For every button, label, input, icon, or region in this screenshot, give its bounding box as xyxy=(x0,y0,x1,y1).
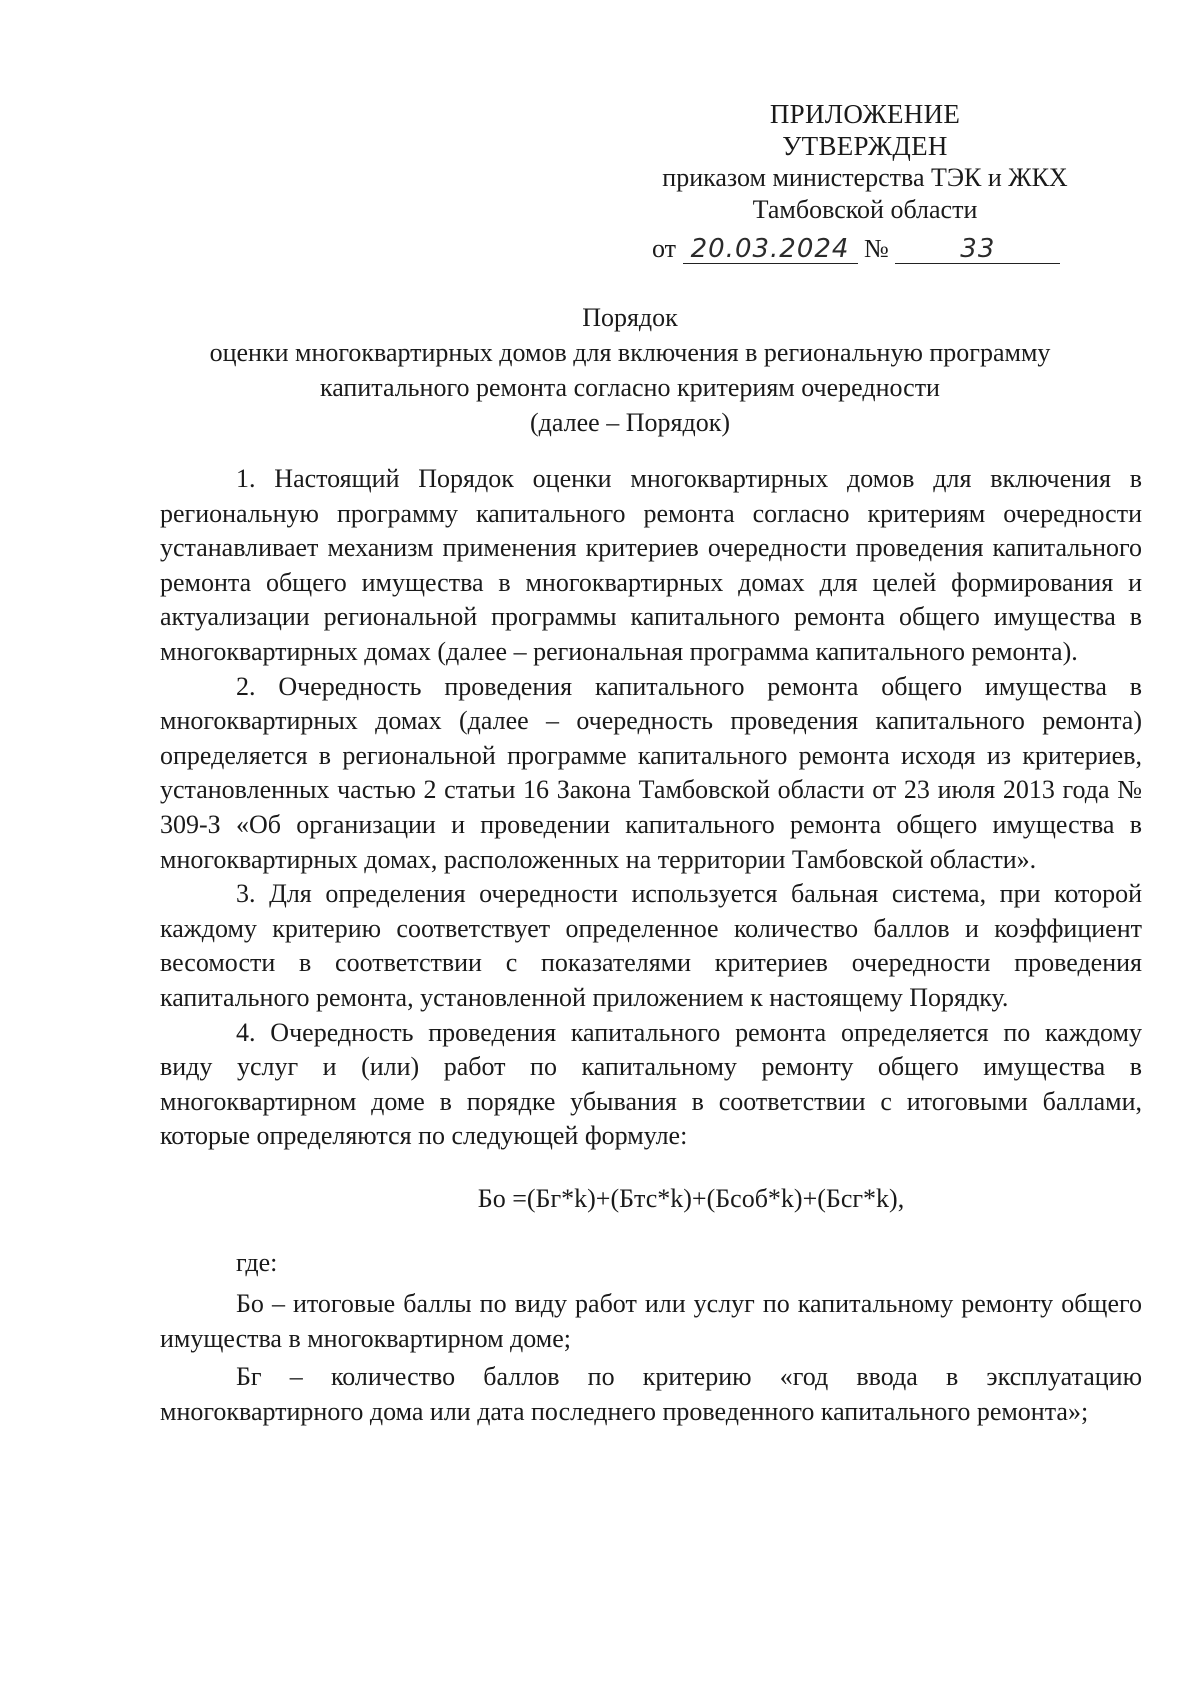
paragraph-2: 2. Очередность проведения капитального ремонта общего имущества в многоквартирных домах (далее – очередность проведения капитального ремонта) определяется в региональной программе капитального ремонта исходя из критериев, установленных частью 2 статьи 16 Закона Тамбовской области от 23 июля 2013 года № 309-З «Об организации и проведении капитального ремонта общего имущества в многоквартирных домах, расположенных на территории Тамбовской области». xyxy=(160,671,1142,874)
approved-label: УТВЕРЖДЕН xyxy=(782,131,948,161)
handwritten-number: 33 xyxy=(895,235,1060,264)
document-title xyxy=(150,300,1110,440)
title-line-4: (далее – Порядок) xyxy=(530,408,730,437)
title-line-3: капитального ремонта согласно критериям очередности xyxy=(320,373,940,402)
paragraph-1: 1. Настоящий Порядок оценки многоквартирных домов для включения в региональную программу капитального ремонта согласно критериям очередности устанавливает механизм применения критериев очередности проведения капитального ремонта общего имущества в многоквартирных домах для целей формирования и актуализации региональной программы капитального ремонта общего имущества в многоквартирных домах (далее – региональная программа капитального ремонта). xyxy=(160,464,1142,666)
handwritten-date: 20.03.2024 xyxy=(683,235,858,264)
appendix-label: ПРИЛОЖЕНИЕ xyxy=(769,99,961,129)
order-date-number-line xyxy=(652,232,1060,266)
paragraph-3: 3. Для определения очередности используется бальная система, при которой каждому критерию соответствует определенное количество баллов и коэффициент весомости в соответствии с показателями критериев очередности проведения капитального ремонта, установленной приложением к настоящему Порядку. xyxy=(160,879,1142,1012)
document-body xyxy=(160,462,1142,1433)
paragraph-4: 4. Очередность проведения капитального ремонта определяется по каждому виду услуг и (или) работ по капитальному ремонту общего имущества в многоквартирном доме в порядке убывания в соответствии с итоговыми баллами, которые определяются по следующей формуле: xyxy=(160,1017,1142,1151)
title-line-2: оценки многоквартирных домов для включения в региональную программу xyxy=(209,338,1051,367)
where-label: где: xyxy=(236,1248,278,1278)
definition-bo: Бо – итоговые баллы по виду работ или услуг по капитальному ремонту общего имущества в многоквартирном доме; xyxy=(160,1289,1142,1353)
approval-header xyxy=(600,98,1130,226)
date-prefix: от xyxy=(652,234,677,263)
title-line-1: Порядок xyxy=(582,303,678,332)
definition-bg: Бг – количество баллов по критерию «год ввода в эксплуатацию многоквартирного дома или дата последнего проведенного капитального ремонта»; xyxy=(160,1362,1142,1426)
region-line: Тамбовской области xyxy=(752,195,978,224)
number-prefix: № xyxy=(864,234,889,263)
order-line: приказом министерства ТЭК и ЖКХ xyxy=(662,163,1068,192)
score-formula: Бо =(Бг*k)+(Бтс*k)+(Бсоб*k)+(Бсг*k), xyxy=(477,1183,905,1213)
